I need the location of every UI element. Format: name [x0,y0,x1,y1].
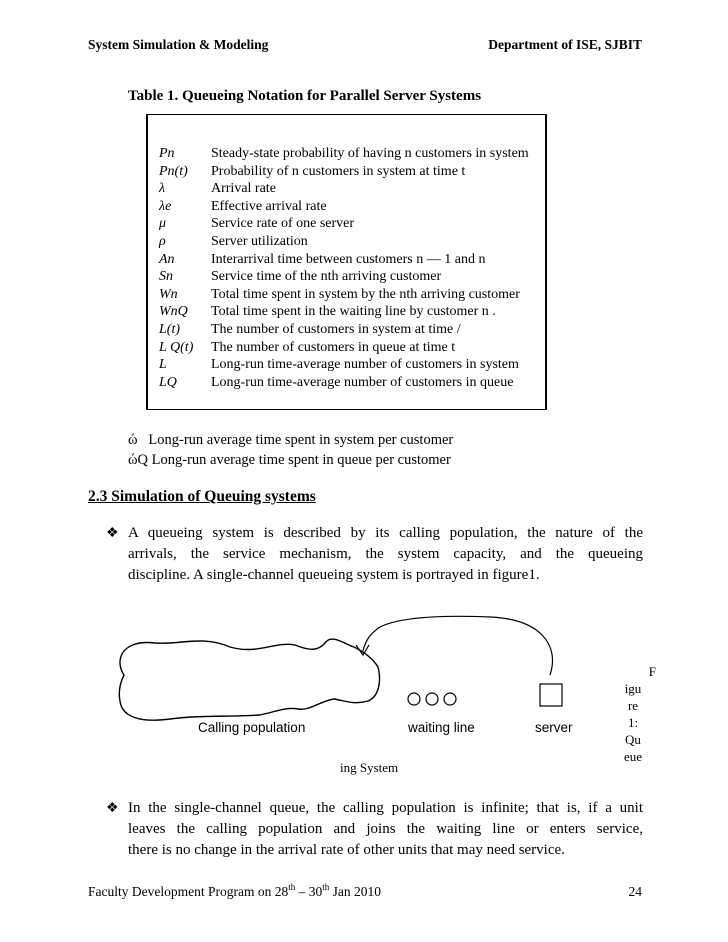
notation-symbol: λe [159,198,172,214]
paragraph-line: leaves the calling population and joins the waiting line or enters service, [128,821,643,837]
notation-symbol: Pn [159,146,175,161]
queue-system-figure [110,605,580,745]
paragraph-line: In the single-channel queue, the calling population is infinite; that is, if a unit [128,800,643,816]
footer-left [88,884,381,900]
footer-sup: th [288,882,296,892]
bullet-paragraph-1 [128,523,643,586]
arrow-head [356,645,369,655]
notation-description: Service time of the nth arriving customer [211,269,442,285]
caption-fragment: eue [623,749,643,764]
header-right: Department of ISE, SJBIT [488,37,642,52]
notation-description: Long-run time-average number of customers in queue [211,374,514,390]
label-calling-population: Calling population [198,720,306,735]
footer-sup: th [322,882,330,892]
notation-description: Server utilization [211,234,308,249]
notation-symbol: μ [159,216,167,232]
section-heading: 2.3 Simulation of Queuing systems [88,488,316,505]
notation-description: Effective arrival rate [211,198,327,214]
return-arrow [363,616,553,675]
footer-text: Faculty Development Program on 28 [88,884,289,899]
caption-fragment: re [627,698,639,713]
paragraph-line: there is no change in the arrival rate of other units that may need service. [128,842,565,858]
server-box [540,684,562,706]
notation-description: Total time spent in system by the nth arriving customer [211,286,520,302]
queue-customer-1 [408,693,420,705]
notation-symbol: L [159,357,167,373]
extra-desc: Long-run average time spent in queue per customer [151,452,451,468]
notation-symbol: LQ [159,374,177,390]
label-waiting-line: waiting line [408,720,475,735]
notation-description: Interarrival time between customers n — 1 and n [211,251,486,267]
extra-notation-2 [128,452,451,469]
notation-symbol: L Q(t) [159,339,194,355]
figure-caption-fragments [608,663,658,765]
extra-symbol: ώQ [128,452,149,468]
bullet-paragraph-2 [128,798,643,861]
notation-symbol: Sn [159,269,173,285]
notation-symbol: An [159,251,175,267]
notation-description: The number of customers in queue at time t [211,339,456,355]
diamond-bullet-icon: ❖ [106,801,119,816]
page-number: 24 [628,884,642,899]
diamond-bullet-icon: ❖ [106,526,119,541]
notation-symbol: Pn(t) [159,163,188,179]
caption-fragment: 1: [627,715,639,730]
queue-customer-3 [444,693,456,705]
header-left: System Simulation & Modeling [88,37,269,52]
caption-fragment: Qu [625,732,641,747]
extra-symbol: ώ [128,432,138,448]
calling-population-shape [119,639,379,720]
notation-description: Steady-state probability of having n customers in system [211,146,529,161]
notation-table [146,114,547,410]
queue-customer-2 [426,693,438,705]
extra-notation-1 [128,432,453,449]
footer-text: Jan 2010 [329,884,381,899]
paragraph-line: A queueing system is described by its calling population, the nature of the [128,525,643,541]
paragraph-line: arrivals, the service mechanism, the system capacity, and the queueing [128,546,643,562]
notation-symbol: Wn [159,286,178,302]
extra-desc: Long-run average time spent in system per customer [148,432,454,448]
notation-symbol: λ [159,181,166,197]
notation-symbol: ρ [159,234,166,249]
footer-text: – 30 [295,884,323,899]
notation-description: Total time spent in the waiting line by customer n . [211,304,496,320]
paragraph-line: discipline. A single-channel queueing system is portrayed in figure1. [128,567,540,583]
table-title: Table 1. Queueing Notation for Parallel Server Systems [128,88,482,104]
notation-description: Long-run time-average number of customers in system [211,357,519,373]
notation-symbol: WnQ [159,304,188,320]
notation-description: Probability of n customers in system at time t [211,163,466,179]
caption-fragment: F [648,664,656,679]
caption-fragment: igu [624,681,642,696]
notation-description: Arrival rate [211,181,276,197]
label-server: server [535,720,573,735]
figure-caption-tail: ing System [340,760,399,775]
notation-symbol: L(t) [159,322,180,337]
notation-description: Service rate of one server [211,216,355,232]
notation-description: The number of customers in system at time / [211,322,461,337]
